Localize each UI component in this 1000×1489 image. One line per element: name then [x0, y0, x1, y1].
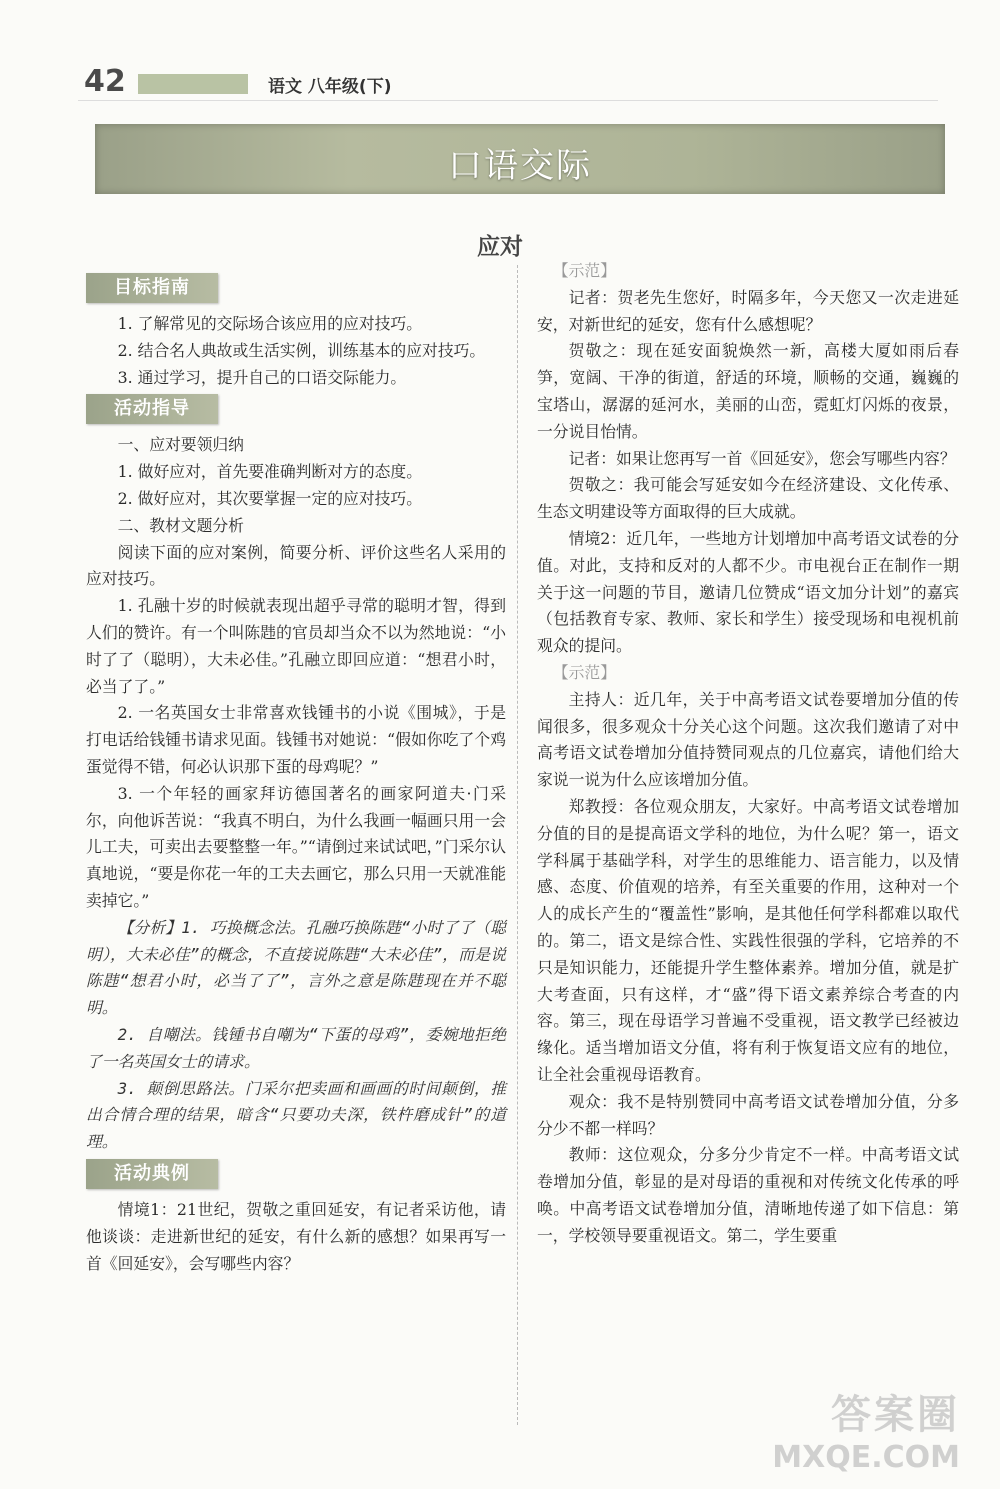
chapter-banner — [95, 124, 945, 194]
dialogue-paragraph: 郑教授：各位观众朋友，大家好。中高考语文试卷增加分值的目的是提高语文学科的地位，为什么呢？第一，语文学科属于基础学科，对学生的思维能力、语言能力，以及情感、态度、价值观的培养，有至关重要的作用，这种对一个人的成长产生的“覆盖性”影响，是其他任何学科都难以取代的。第二，语文是综合性、实践性很强的学科，它培养的不只是知识能力，还能提升学生整体素养。增加分值，就是扩大考查面，只有这样，才“盛”得下语文素养综合考查的内容。第三，现在母语学习普遍不受重视，语文教学已经被边缘化。适当增加语文分值，将有利于恢复语文应有的地位，让全社会重视母语教育。 — [537, 796, 959, 1084]
example-paragraph: 情境1：21世纪，贺敬之重回延安，有记者采访他，请他谈谈：走进新世纪的延安，有什么新的感想？如果再写一首《回延安》，会写哪些内容？ — [86, 1199, 506, 1273]
section-heading-goals: 目标指南 — [86, 273, 218, 303]
page-number: 42 — [84, 64, 126, 99]
guide-paragraph: 一、应对要领归纳 — [117, 435, 244, 455]
section-heading-guide: 活动指导 — [86, 394, 218, 424]
dialogue-paragraph: 主持人：近几年，关于中高考语文试卷要增加分值的传闻很多，很多观众十分关心这个问题。这次我们邀请了对中高考语文试卷增加分值持赞同观点的几位嘉宾，请他们给大家说一说为什么应该增加分值。 — [537, 689, 959, 790]
analysis-block — [86, 915, 506, 1156]
watermark-url: MXQE.COM — [772, 1440, 960, 1475]
goal-item: 1. 了解常见的交际场合该应用的应对技巧。 — [117, 314, 423, 333]
sample-label: 【示范】 — [552, 662, 616, 682]
dialogue-paragraph: 记者：贺老先生您好，时隔多年，今天您又一次走进延安，对新世纪的延安，您有什么感想呢？ — [537, 287, 959, 334]
sample-label: 【示范】 — [552, 261, 616, 280]
dialogue-paragraph: 情境2：近几年，一些地方计划增加中高考语文试卷的分值。对此，支持和反对的人都不少。市电视台正在制作一期关于这一问题的节目，邀请几位赞成“语文加分计划”的嘉宾（包括教育专家、教师、家长和学生）接受现场和电视机前观众的提问。 — [537, 528, 959, 656]
watermark — [772, 1383, 960, 1475]
dialogue-paragraph: 记者：如果让您再写一首《回延安》，您会写哪些内容？ — [568, 448, 956, 468]
header-rule — [78, 100, 938, 101]
page-header — [78, 62, 938, 102]
guide-paragraph: 二、教材文题分析 — [117, 515, 244, 535]
right-column — [537, 258, 959, 1249]
analysis-paragraph: 3. 颠倒思路法。门采尔把卖画和画画的时间颠倒，推出合情合理的结果，暗含“只要功夫深，铁杵磨成针”的道理。 — [86, 1078, 506, 1152]
guide-paragraph: 1. 孔融十岁的时候就表现出超乎寻常的聪明才智，得到人们的赞许。有一个叫陈韪的官员却当众不以为然地说：“小时了了（聪明），大未必佳。”孔融立即回应道：“想君小时，必当了了。” — [86, 596, 506, 696]
left-column — [86, 270, 506, 1277]
guide-paragraph: 1. 做好应对，首先要准确判断对方的态度。 — [117, 462, 423, 482]
guide-paragraph: 3. 一个年轻的画家拜访德国著名的画家阿道夫·门采尔，向他诉苦说：“我真不明白，为什么我画一幅画只用一会儿工夫，可卖出去要整整一年。”“请倒过来试试吧，”门采尔认真地说，“要是你花一年的工夫去画它，那么只用一天就准能卖掉它。” — [86, 783, 506, 910]
topic-title: 应对 — [477, 234, 523, 260]
dialogue-paragraph: 贺敬之：现在延安面貌焕然一新，高楼大厦如雨后春笋，宽阔、干净的街道，舒适的环境，顺畅的交通，巍巍的宝塔山，潺潺的延河水，美丽的山峦，霓虹灯闪烁的夜景，一分说目怡情。 — [537, 341, 959, 441]
watermark-logo-text: 答案圈 — [831, 1392, 960, 1438]
header-decor-bar — [138, 74, 248, 94]
guide-paragraph: 2. 一名英国女士非常喜欢钱锺书的小说《围城》，于是打电话给钱锺书请求见面。钱锺书对她说：“假如你吃了个鸡蛋觉得不错，何必认识那下蛋的母鸡呢？” — [86, 703, 506, 776]
dialogue-paragraph: 观众：我不是特别赞同中高考语文试卷增加分值，分多分少不都一样吗？ — [537, 1091, 959, 1138]
dialogue-paragraph: 教师：这位观众，分多分少肯定不一样。中高考语文试卷增加分值，彰显的是对母语的重视和对传统文化传承的呼唤。中高考语文试卷增加分值，清晰地传递了如下信息：第一，学校领导要重视语文。第二，学生要重 — [537, 1145, 959, 1245]
analysis-paragraph: 【分析】1. 巧换概念法。孔融巧换陈韪“小时了了（聪明），大未必佳”的概念，不直接说陈韪“大未必佳”，而是说陈韪“想君小时，必当了了”，言外之意是陈韪现在并不聪明。 — [86, 917, 506, 1018]
dialogue-paragraph: 贺敬之：我可能会写延安如今在经济建设、文化传承、生态文明建设等方面取得的巨大成就。 — [537, 475, 959, 522]
section-heading-example: 活动典例 — [86, 1159, 218, 1189]
column-divider — [517, 265, 519, 1425]
guide-paragraph: 阅读下面的应对案例，简要分析、评价这些名人采用的应对技巧。 — [86, 542, 506, 589]
goal-item: 2. 结合名人典故或生活实例，训练基本的应对技巧。 — [117, 340, 486, 360]
guide-paragraph: 2. 做好应对，其次要掌握一定的应对技巧。 — [117, 488, 423, 508]
analysis-paragraph: 2. 自嘲法。钱锺书自嘲为“下蛋的母鸡”，委婉地拒绝了一名英国女士的请求。 — [86, 1024, 506, 1071]
chapter-title: 口语交际 — [448, 146, 592, 186]
goal-item: 3. 通过学习，提升自己的口语交际能力。 — [117, 367, 407, 387]
subject-label: 语文 八年级(下) — [268, 77, 392, 97]
